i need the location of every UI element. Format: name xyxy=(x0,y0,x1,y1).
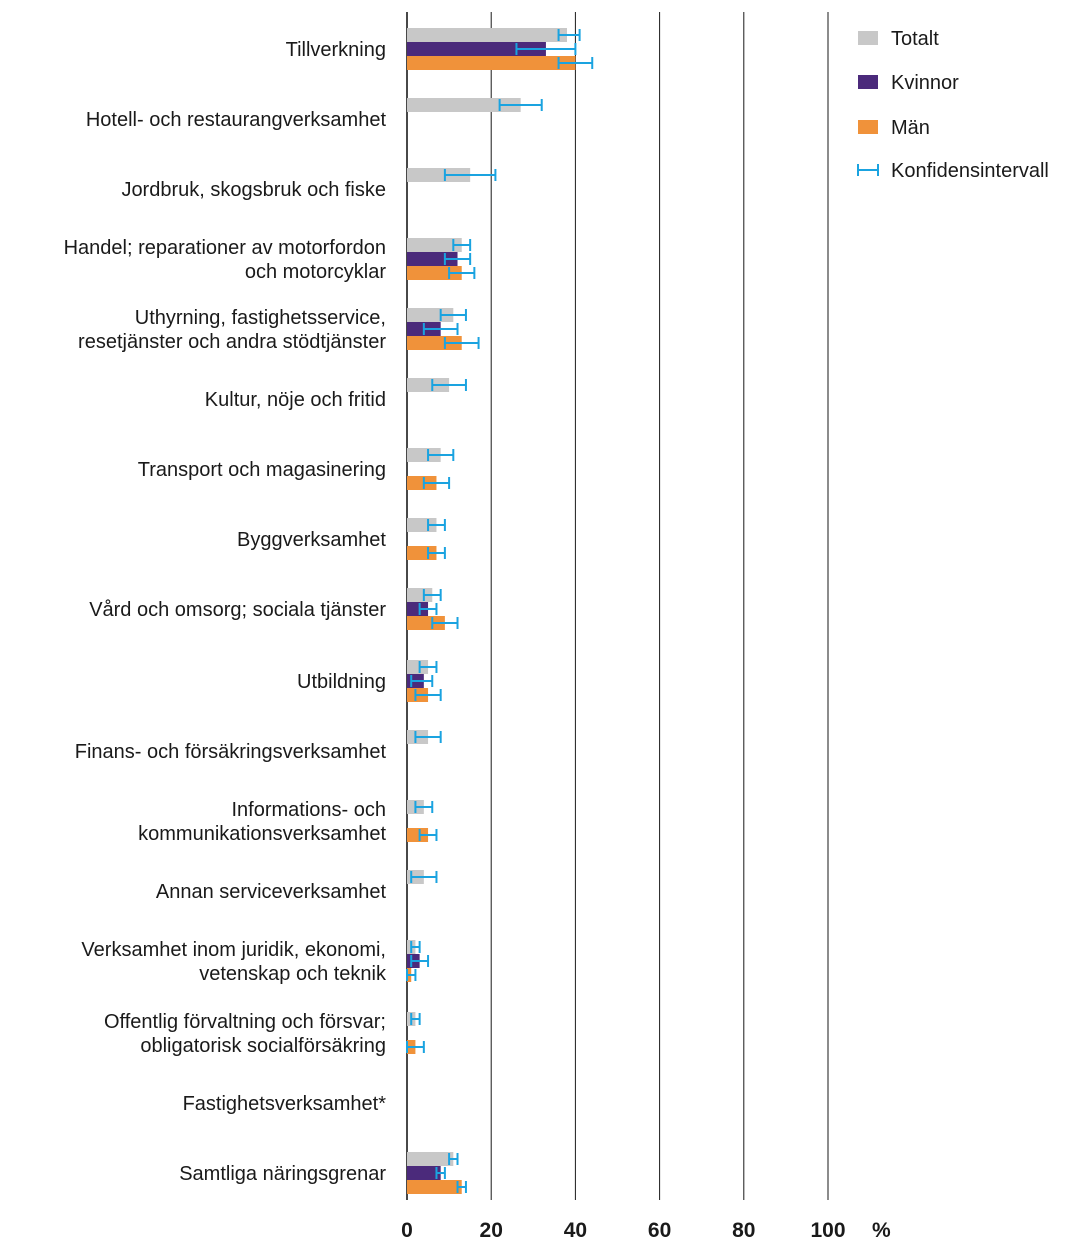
category-label-0: Tillverkning xyxy=(285,39,386,61)
grid xyxy=(407,12,828,1200)
category-label-16: Samtliga näringsgrenar xyxy=(179,1163,386,1185)
legend-item-konfidensintervall xyxy=(858,160,1049,182)
category-label-1: Hotell- och restaurangverksamhet xyxy=(85,109,386,131)
category-label-14: Offentlig förvaltning och försvar; xyxy=(104,1011,386,1033)
category-label-13: vetenskap och teknik xyxy=(199,963,386,985)
x-axis-ticks xyxy=(401,1219,891,1242)
x-tick-label-20: 20 xyxy=(479,1219,503,1242)
legend-swatch-2 xyxy=(858,120,878,134)
legend-item-kvinnor xyxy=(858,72,959,94)
legend-errorbar-icon xyxy=(858,164,878,176)
legend-swatch-0 xyxy=(858,31,878,45)
category-label-11: kommunikationsverksamhet xyxy=(138,823,386,845)
legend-label-2: Män xyxy=(891,117,930,139)
bar-totalt-0 xyxy=(407,28,567,42)
category-label-10: Finans- och försäkringsverksamhet xyxy=(74,741,386,763)
legend-label-1: Kvinnor xyxy=(891,72,959,94)
category-label-3: och motorcyklar xyxy=(244,261,386,283)
category-labels xyxy=(64,39,387,1185)
error-bars xyxy=(407,29,592,1193)
bar-män-0 xyxy=(407,56,575,70)
legend-item-män xyxy=(858,117,930,139)
category-label-12: Annan serviceverksamhet xyxy=(155,881,386,903)
x-tick-label-0: 0 xyxy=(401,1219,413,1242)
x-axis-unit: % xyxy=(872,1219,891,1242)
category-label-8: Vård och omsorg; sociala tjänster xyxy=(89,599,386,621)
category-label-4: resetjänster och andra stödtjänster xyxy=(78,331,386,353)
category-label-3: Handel; reparationer av motorfordon xyxy=(63,237,386,259)
legend-swatch-1 xyxy=(858,75,878,89)
x-tick-label-40: 40 xyxy=(563,1219,588,1242)
category-label-4: Uthyrning, fastighetsservice, xyxy=(134,307,386,329)
category-label-9: Utbildning xyxy=(297,671,386,693)
legend-label-0: Totalt xyxy=(891,28,939,50)
category-label-14: obligatorisk socialförsäkring xyxy=(140,1035,386,1057)
x-tick-label-80: 80 xyxy=(732,1219,756,1242)
category-label-15: Fastighetsverksamhet* xyxy=(182,1093,386,1115)
bar-män-16 xyxy=(407,1180,462,1194)
category-label-7: Byggverksamhet xyxy=(237,529,386,551)
category-label-2: Jordbruk, skogsbruk och fiske xyxy=(121,179,386,201)
bar-totalt-16 xyxy=(407,1152,453,1166)
legend-item-totalt xyxy=(858,28,939,50)
legend-label-3: Konfidensintervall xyxy=(891,160,1049,182)
legend xyxy=(858,28,1049,182)
category-label-11: Informations- och xyxy=(231,799,386,821)
x-tick-label-60: 60 xyxy=(647,1219,672,1242)
category-label-6: Transport och magasinering xyxy=(137,459,386,481)
category-label-5: Kultur, nöje och fritid xyxy=(204,389,386,411)
x-tick-label-100: 100 xyxy=(810,1219,846,1242)
category-label-13: Verksamhet inom juridik, ekonomi, xyxy=(81,939,386,961)
